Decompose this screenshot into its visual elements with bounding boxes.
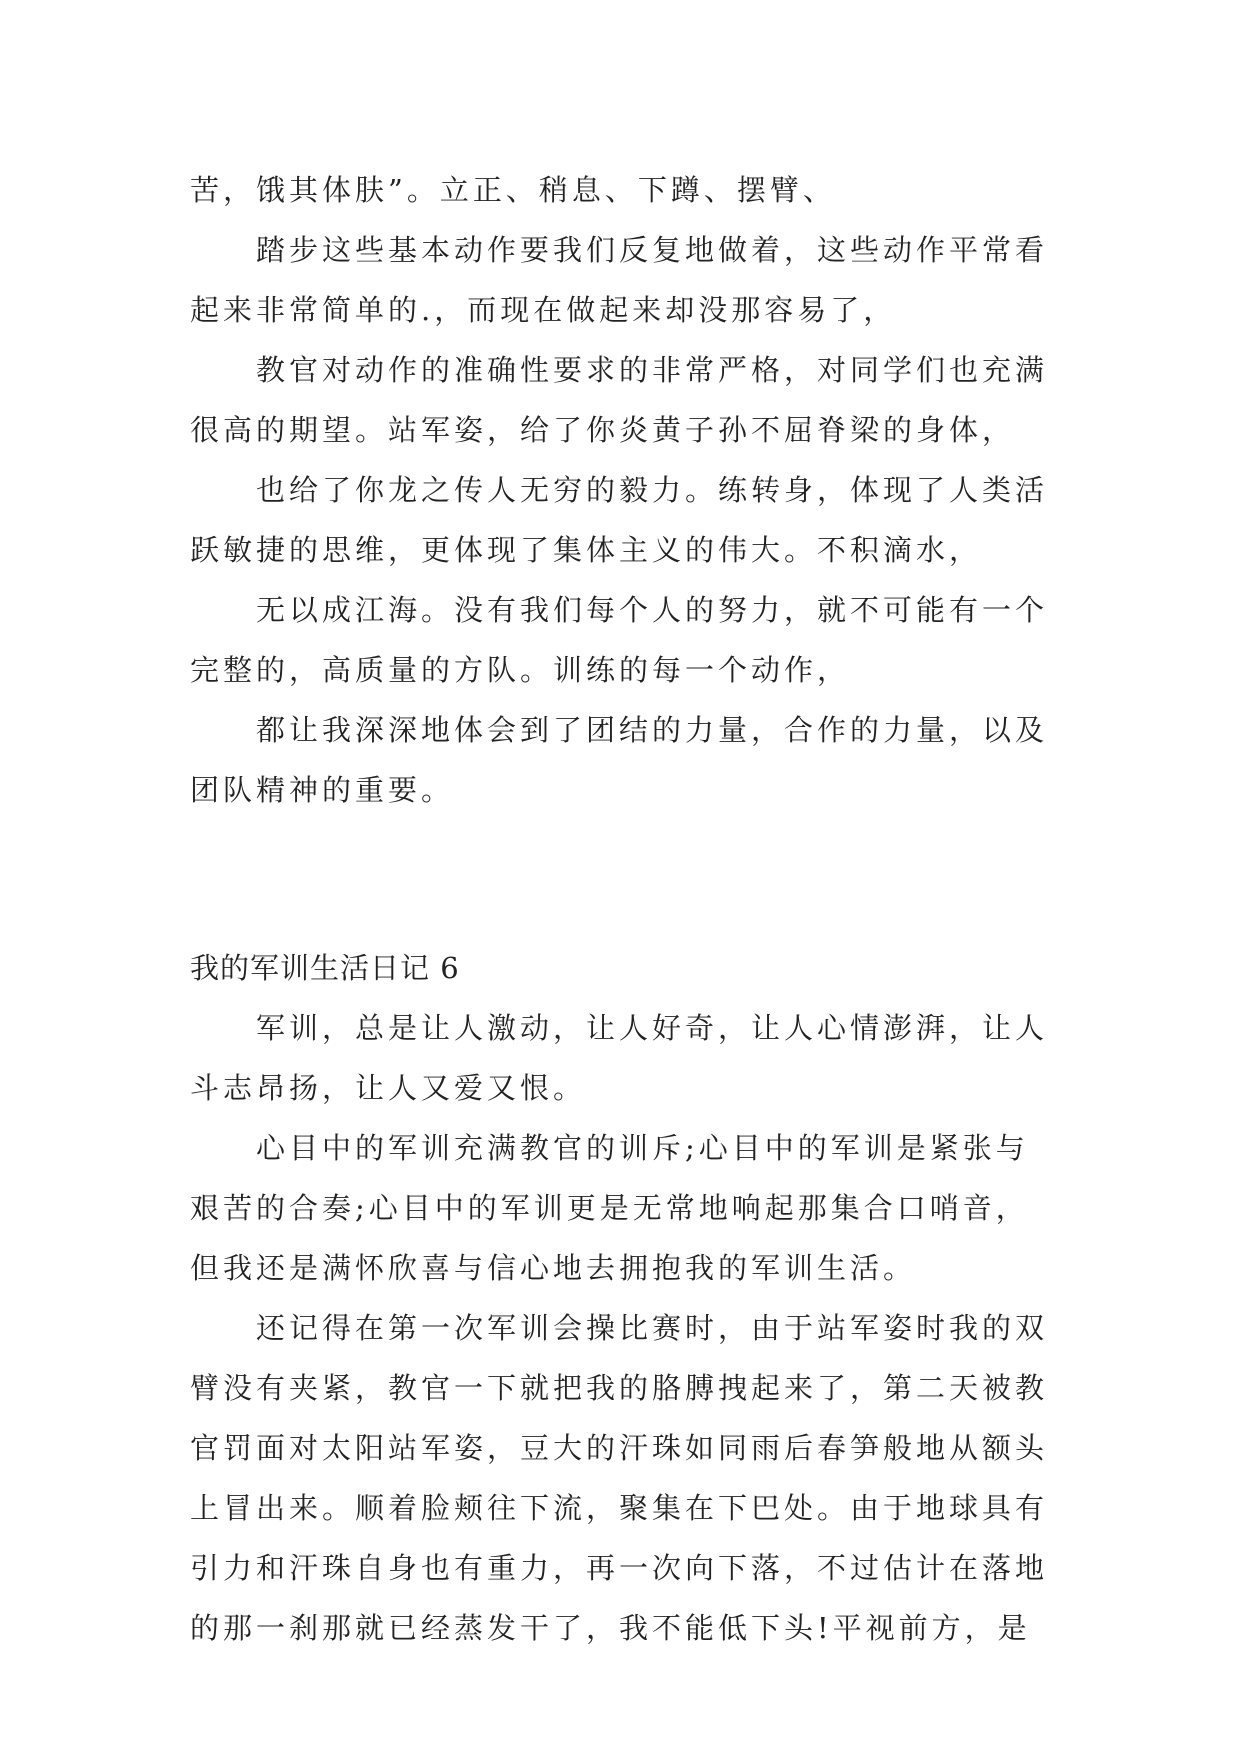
paragraph-line: 完整的，高质量的方队。训练的每一个动作， (190, 653, 851, 687)
paragraph-line: 臂没有夹紧，教官一下就把我的胳膊拽起来了，第二天被教 (190, 1371, 1049, 1405)
paragraph-line: 教官对动作的准确性要求的非常严格，对同学们也充满 (256, 353, 1049, 387)
document-body (190, 160, 1050, 1658)
section-gap (190, 820, 1050, 938)
paragraph-line: 都让我深深地体会到了团结的力量，合作的力量，以及 (256, 713, 1049, 747)
paragraph-line: 艰苦的合奏;心目中的军训更是无常地响起那集合口哨音， (190, 1191, 1029, 1225)
paragraph-line: 的那一刹那就已经蒸发干了，我不能低下头!平视前方，是 (190, 1611, 1031, 1645)
paragraph-line: 团队精神的重要。 (190, 773, 455, 807)
paragraph-line: 还记得在第一次军训会操比赛时，由于站军姿时我的双 (256, 1311, 1049, 1345)
paragraph-line: 但我还是满怀欣喜与信心地去拥抱我的军训生活。 (190, 1251, 917, 1285)
paragraph-line: 军训，总是让人激动，让人好奇，让人心情澎湃，让人 (256, 1011, 1049, 1045)
paragraph-line: 上冒出来。顺着脸颊往下流，聚集在下巴处。由于地球具有 (190, 1491, 1049, 1525)
paragraph-line: 跃敏捷的思维，更体现了集体主义的伟大。不积滴水， (190, 533, 983, 567)
paragraph-line: 踏步这些基本动作要我们反复地做着，这些动作平常看 (256, 233, 1049, 267)
paragraph-line: 也给了你龙之传人无穷的毅力。练转身，体现了人类活 (256, 473, 1049, 507)
paragraph-line: 心目中的军训充满教官的训斥;心目中的军训是紧张与 (256, 1131, 1029, 1165)
paragraph-line: 斗志昂扬，让人又爱又恨。 (190, 1071, 587, 1105)
paragraph-line: 无以成江海。没有我们每个人的努力，就不可能有一个 (256, 593, 1049, 627)
paragraph-line: 引力和汗珠自身也有重力，再一次向下落，不过估计在落地 (190, 1551, 1049, 1585)
section-heading: 我的军训生活日记 6 (190, 951, 460, 985)
paragraph-line: 很高的期望。站军姿，给了你炎黄子孙不屈脊梁的身体， (190, 413, 1016, 447)
paragraph-line: 官罚面对太阳站军姿，豆大的汗珠如同雨后春笋般地从额头 (190, 1431, 1049, 1465)
paragraph-line: 起来非常简单的.，而现在做起来却没那容易了， (190, 293, 897, 327)
paragraph-line: 苦，饿其体肤”。立正、稍息、下蹲、摆臂、 (190, 173, 836, 207)
